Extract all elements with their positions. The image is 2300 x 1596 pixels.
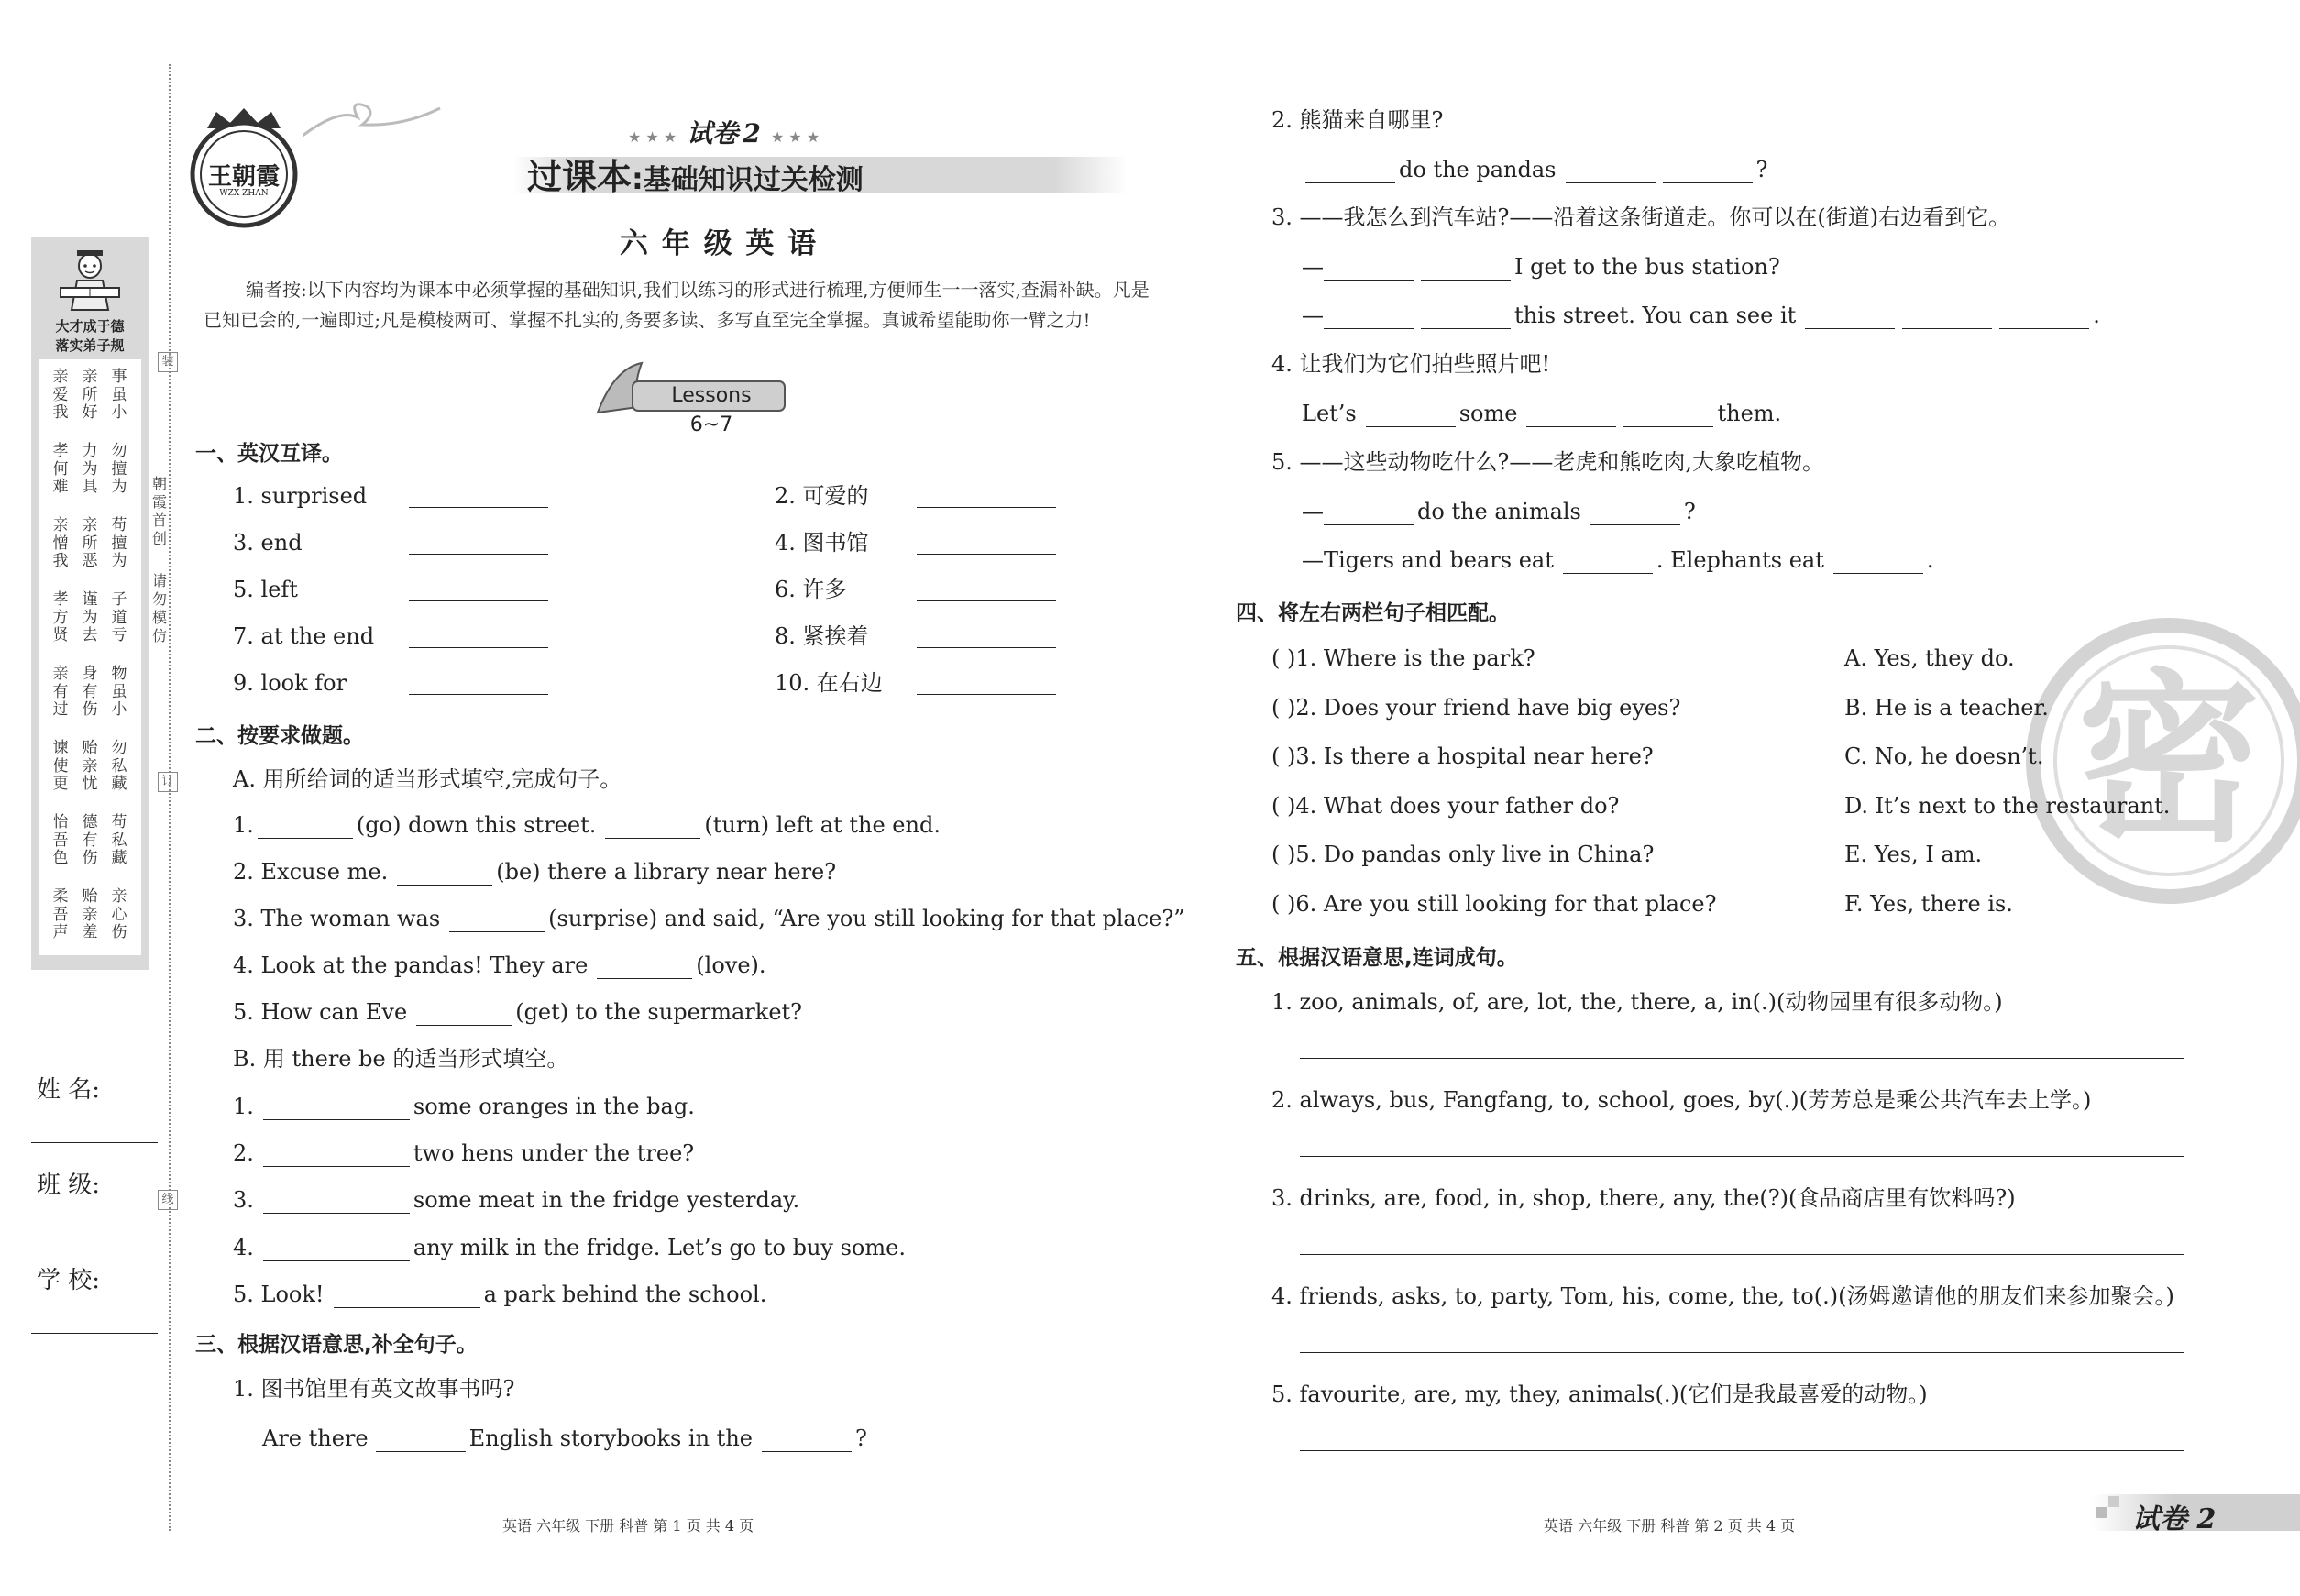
translation-item: 10. 在右边 <box>775 670 883 696</box>
section5-title: 五、根据汉语意思,连词成句。 <box>1236 946 1518 970</box>
name-field-line[interactable] <box>31 1142 158 1143</box>
part-b-q3 <box>233 1186 799 1214</box>
match-question[interactable]: ( )1. Where is the park? <box>1271 645 1535 671</box>
answer-blank[interactable] <box>917 600 1056 601</box>
match-question[interactable]: ( )2. Does your friend have big eyes? <box>1271 694 1681 721</box>
title-banner-text <box>527 149 864 199</box>
section4-title: 四、将左右两栏句子相匹配。 <box>1236 601 1510 625</box>
q-text: . <box>2093 303 2100 328</box>
motto-column: 亲有过 <box>52 665 69 720</box>
school-label: 学 校: <box>37 1267 101 1294</box>
motto-column: 子道亏 <box>111 590 127 645</box>
stars-left: ★ ★ ★ <box>628 128 677 146</box>
part-a-instruction: A. 用所给词的适当形式填空,完成句子。 <box>233 766 622 792</box>
q-text: this street. You can see it <box>1514 303 1797 328</box>
motto-column: 亲所好 <box>82 368 98 423</box>
translation-item: 1. surprised <box>233 483 368 509</box>
answer-blank[interactable] <box>409 554 548 555</box>
q-text: them. <box>1717 401 1782 426</box>
motto-column: 亲爱我 <box>52 368 69 423</box>
banner-main: 过课本 <box>527 157 633 197</box>
motto-column: 贻亲忧 <box>82 739 98 794</box>
footer-square <box>2108 1496 2119 1507</box>
motto-column: 苟私藏 <box>111 813 127 868</box>
scholar-illustration <box>57 248 123 312</box>
section2-title: 二、按要求做题。 <box>195 724 364 748</box>
answer-blank[interactable] <box>263 1193 410 1214</box>
part-b-q2 <box>233 1139 694 1167</box>
dizigui-text <box>39 359 141 955</box>
s3-q2: 2. 熊猫来自哪里? <box>1271 107 1444 133</box>
q-text: 2. Excuse me. <box>233 859 389 885</box>
answer-blank[interactable] <box>1324 308 1414 329</box>
s3-q3-answer-2 <box>1302 302 2100 329</box>
translation-item: 4. 图书馆 <box>775 530 869 556</box>
motto-column: 德有伤 <box>82 813 98 868</box>
footer-paper-tag: 试卷 2 <box>2132 1503 2217 1535</box>
motto-column: 孝方贤 <box>52 590 69 645</box>
part-a-q3 <box>233 905 1184 932</box>
q-text: . Elephants eat <box>1656 547 1824 573</box>
q-text: (go) down this street. <box>356 812 597 838</box>
answer-blank[interactable] <box>1305 162 1395 183</box>
motto-column: 物虽小 <box>111 665 127 720</box>
answer-line[interactable] <box>1300 1254 2184 1255</box>
q-text: — <box>1302 303 1324 328</box>
motto-column: 柔吾声 <box>52 887 69 942</box>
s3-q1: 1. 图书馆里有英文故事书吗? <box>233 1376 515 1402</box>
motto-line-1: 大才成于德 <box>55 318 125 335</box>
part-a-q1 <box>233 811 941 839</box>
motto-column: 身有伤 <box>82 665 98 720</box>
translation-item: 6. 许多 <box>775 577 847 602</box>
match-question[interactable]: ( )5. Do pandas only live in China? <box>1271 842 1655 867</box>
answer-blank[interactable] <box>1563 553 1653 574</box>
lesson-badge <box>596 359 788 436</box>
answer-blank[interactable] <box>605 818 700 839</box>
answer-blank[interactable] <box>1833 553 1923 574</box>
part-b-instruction: B. 用 there be 的适当形式填空。 <box>233 1046 569 1072</box>
ribbon-decoration <box>303 99 449 154</box>
footer-page-1: 英语 六年级 下册 科普 第 1 页 共 4 页 <box>502 1517 754 1535</box>
motto-column: 怡吾色 <box>52 813 69 868</box>
motto-column: 谏使更 <box>52 739 69 794</box>
q-text: do the animals <box>1417 499 1581 524</box>
part-a-q2 <box>233 858 836 886</box>
answer-blank[interactable] <box>1324 259 1414 281</box>
s3-q5-answer-2 <box>1302 546 1934 574</box>
answer-blank[interactable] <box>1623 406 1713 427</box>
q-text: two hens under the tree? <box>413 1140 695 1166</box>
answer-blank[interactable] <box>917 694 1056 695</box>
q-text: 5. How can Eve <box>233 999 408 1025</box>
motto-column: 事虽小 <box>111 368 127 423</box>
s3-q2-answer <box>1302 156 1767 183</box>
q-text: I get to the bus station? <box>1514 254 1780 280</box>
q-text: 1. <box>233 1094 254 1119</box>
sentence-prompt: 5. favourite, are, my, they, animals(.)(它们是我最喜爱的动物。) <box>1271 1381 1928 1407</box>
q-text: —Tigers and bears eat <box>1302 547 1554 573</box>
q-text: 4. Look at the pandas! They are <box>233 952 589 978</box>
motto-column: 孝何难 <box>52 442 69 497</box>
brand-logo <box>180 103 308 231</box>
editor-note: 编者按:以下内容均为课本中必须掌握的基础知识,我们以练习的形式进行梳理,方便师生一一落实,查漏补缺。凡是已知已会的,一遍即过;凡是模棱两可、掌握不扎实的,务要多读、多写直至完全掌握。真诚希望能助你一臂之力! <box>204 279 1150 331</box>
s3-q4-answer <box>1302 400 1781 427</box>
q-text: (get) to the supermarket? <box>515 999 803 1025</box>
answer-blank[interactable] <box>1366 406 1456 427</box>
answer-blank[interactable] <box>1663 162 1753 183</box>
sentence-prompt: 1. zoo, animals, of, are, lot, the, there, a, in(.)(动物园里有很多动物。) <box>1271 989 2003 1015</box>
translation-item: 5. left <box>233 577 298 602</box>
q-text: English storybooks in the <box>468 1425 753 1451</box>
part-b-q4 <box>233 1234 906 1261</box>
q-text: a park behind the school. <box>483 1282 767 1307</box>
motto-column: 亲心伤 <box>111 887 127 942</box>
banner-sub: 基础知识过关检测 <box>643 164 864 196</box>
answer-blank[interactable] <box>416 1005 512 1026</box>
answer-blank[interactable] <box>1999 308 2089 329</box>
answer-blank[interactable] <box>397 864 492 886</box>
banner-separator: : <box>632 161 644 196</box>
answer-line[interactable] <box>1300 1450 2184 1451</box>
answer-blank[interactable] <box>258 818 353 839</box>
s3-q4: 4. 让我们为它们拍些照片吧! <box>1271 351 1551 377</box>
q-text: (love). <box>696 952 766 978</box>
section3-title: 三、根据汉语意思,补全句子。 <box>195 1333 478 1357</box>
match-answer: F. Yes, there is. <box>1844 890 2013 917</box>
binding-mark-2: 订 <box>158 772 178 792</box>
s3-q5-answer-1 <box>1302 498 1696 525</box>
class-label: 班 级: <box>37 1172 101 1199</box>
answer-blank[interactable] <box>1324 504 1414 525</box>
motto-column: 苟擅为 <box>111 516 127 571</box>
s3-q3: 3. ——我怎么到汽车站?——沿着这条街道走。你可以在(街道)右边看到它。 <box>1271 204 2011 230</box>
answer-blank[interactable] <box>376 1431 466 1452</box>
answer-blank[interactable] <box>449 911 545 932</box>
paper-label: 试卷 <box>687 118 739 149</box>
q-text: — <box>1302 499 1324 524</box>
side-note-1: 朝霞首创 <box>151 475 167 547</box>
answer-blank[interactable] <box>1902 308 1992 329</box>
answer-blank[interactable] <box>409 694 548 695</box>
logo-small-text: WZX ZHAN <box>219 189 269 198</box>
paper-title-row <box>628 114 820 150</box>
answer-blank[interactable] <box>1566 162 1656 183</box>
q-text: ? <box>1683 499 1696 524</box>
s3-q1-answer <box>262 1425 867 1452</box>
match-answer: A. Yes, they do. <box>1844 645 2015 671</box>
footer-page-2: 英语 六年级 下册 科普 第 2 页 共 4 页 <box>1544 1517 1796 1535</box>
q-text: Let’s <box>1302 401 1357 426</box>
motto-column: 亲所恶 <box>82 516 98 571</box>
q-text: 4. <box>233 1235 254 1260</box>
sentence-prompt: 3. drinks, are, food, in, shop, there, any, the(?)(食品商店里有饮料吗?) <box>1271 1185 2016 1211</box>
translation-item: 9. look for <box>233 670 347 696</box>
match-answer: D. It’s next to the restaurant. <box>1844 792 2171 819</box>
q-text: — <box>1302 254 1324 280</box>
q-text: 2. <box>233 1140 254 1166</box>
side-note-2: 请勿模仿 <box>151 572 167 644</box>
motto-column: 勿擅为 <box>111 442 127 497</box>
q-text: ? <box>854 1425 867 1451</box>
match-answer: B. He is a teacher. <box>1844 694 2049 721</box>
q-text: 3. The woman was <box>233 906 441 931</box>
translation-item: 7. at the end <box>233 623 375 649</box>
answer-blank[interactable] <box>1526 406 1616 427</box>
motto-line-2: 落实弟子规 <box>55 337 125 354</box>
binding-line <box>169 64 171 1531</box>
q-text: some oranges in the bag. <box>413 1094 695 1119</box>
q-text: (be) there a library near here? <box>496 859 837 885</box>
part-b-q5 <box>233 1281 766 1308</box>
name-label: 姓 名: <box>37 1076 101 1104</box>
answer-blank[interactable] <box>409 507 548 508</box>
answer-blank[interactable] <box>917 647 1056 648</box>
translation-item: 8. 紧挨着 <box>775 623 869 649</box>
answer-blank[interactable] <box>762 1431 852 1452</box>
motto-column: 亲憎我 <box>52 516 69 571</box>
answer-line[interactable] <box>1300 1058 2184 1059</box>
answer-blank[interactable] <box>597 958 692 979</box>
answer-blank[interactable] <box>917 507 1056 508</box>
motto-column: 谨为去 <box>82 590 98 645</box>
sentence-prompt: 4. friends, asks, to, party, Tom, his, come, the, to(.)(汤姆邀请他的朋友们来参加聚会。) <box>1271 1283 2174 1309</box>
match-question[interactable]: ( )4. What does your father do? <box>1271 792 1620 819</box>
q-text: Are there <box>262 1425 369 1451</box>
q-text: (surprise) and said, “Are you still looking for that place?” <box>548 906 1185 931</box>
paper-number: 2 <box>743 118 761 149</box>
part-b-q1 <box>233 1093 695 1120</box>
answer-blank[interactable] <box>1421 259 1511 281</box>
secret-stamp <box>2022 614 2300 908</box>
q-text: 3. <box>233 1187 254 1213</box>
answer-blank[interactable] <box>263 1099 410 1120</box>
translation-item: 2. 可爱的 <box>775 483 869 509</box>
lesson-badge-text: Lessons 6~7 <box>671 384 752 436</box>
s3-q3-answer-1 <box>1302 253 1780 281</box>
answer-blank[interactable] <box>409 647 548 648</box>
match-question[interactable]: ( )3. Is there a hospital near here? <box>1271 743 1654 769</box>
match-answer: E. Yes, I am. <box>1844 842 1983 867</box>
school-field-line[interactable] <box>31 1333 158 1334</box>
subject-title: 六 年 级 英 语 <box>620 227 819 260</box>
q-text: any milk in the fridge. Let’s go to buy some. <box>413 1235 906 1260</box>
sentence-prompt: 2. always, bus, Fangfang, to, school, goes, by(.)(芳芳总是乘公共汽车去上学。) <box>1271 1087 2092 1113</box>
stars-right: ★ ★ ★ <box>770 128 820 146</box>
answer-blank[interactable] <box>263 1240 410 1261</box>
answer-blank[interactable] <box>1805 308 1895 329</box>
q-text: 1. <box>233 812 254 838</box>
answer-line[interactable] <box>1300 1352 2184 1353</box>
answer-blank[interactable] <box>1421 308 1511 329</box>
answer-blank[interactable] <box>263 1146 410 1167</box>
q-text: . <box>1926 547 1934 573</box>
part-a-q5 <box>233 998 802 1026</box>
match-question[interactable]: ( )6. Are you still looking for that place? <box>1271 890 1717 917</box>
binding-mark-3: 线 <box>158 1190 178 1210</box>
footer-square <box>2096 1507 2107 1518</box>
logo-text: 王朝霞 <box>207 163 280 191</box>
answer-blank[interactable] <box>334 1287 480 1308</box>
q-text: some meat in the fridge yesterday. <box>413 1187 800 1213</box>
stamp-text: 密 <box>2076 654 2261 867</box>
s3-q5: 5. ——这些动物吃什么?——老虎和熊吃肉,大象吃植物。 <box>1271 449 1825 475</box>
motto-column: 贻亲羞 <box>82 887 98 942</box>
section1-title: 一、英汉互译。 <box>195 442 343 466</box>
q-text: ? <box>1755 157 1768 182</box>
motto-column: 力为具 <box>82 442 98 497</box>
binding-sidebar <box>31 237 149 970</box>
binding-mark-1: 装 <box>158 352 178 372</box>
motto-column: 勿私藏 <box>111 739 127 794</box>
answer-blank[interactable] <box>409 600 548 601</box>
match-answer: C. No, he doesn’t. <box>1844 743 2044 769</box>
answer-line[interactable] <box>1300 1156 2184 1157</box>
part-a-q4 <box>233 952 766 979</box>
translation-item: 3. end <box>233 530 303 556</box>
answer-blank[interactable] <box>1590 504 1680 525</box>
q-text: do the pandas <box>1399 157 1557 182</box>
q-text: 5. Look! <box>233 1282 325 1307</box>
q-text: (turn) left at the end. <box>704 812 941 838</box>
q-text: some <box>1458 401 1518 426</box>
answer-blank[interactable] <box>917 554 1056 555</box>
